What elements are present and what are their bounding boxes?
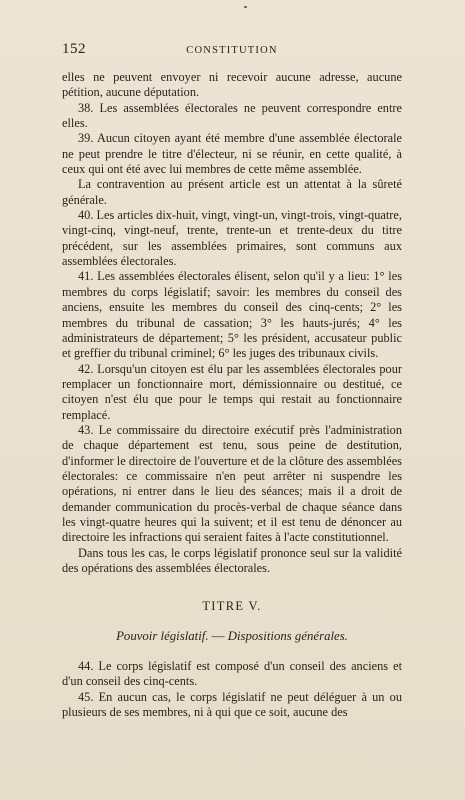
page-number: 152	[62, 41, 86, 57]
article-40: 40. Les articles dix-huit, vingt, vingt-un, vingt-trois, vingt-quatre, vingt-cinq, vingt-neuf, trente, trente-un et trente-deux du titre précédent, sur les assemblées primaires, sont communs aux assemblées électorales.	[62, 208, 402, 269]
article-38: 38. Les assemblées électorales ne peuvent correspondre entre elles.	[62, 100, 402, 131]
subtitle-dash: —	[208, 628, 228, 643]
article-43: 43. Le commissaire du directoire exécutif près l'administration de chaque département est tenu, sous peine de destitution, d'informer le directoire de l'ouverture et de la clôture des assemblées électorales: ce commissaire n'en peut arrêter ni suspendre les opérations, ni entrer dans le lieu des séances; mais il a droit de demander communication du procès-verbal de chaque séance dans les vingt-quatre heures qui la suivent; et il est tenu de dénoncer au directoire les infractions qui seraient faites à l'acte constitutionnel.	[62, 422, 402, 545]
running-head: CONSTITUTION	[186, 45, 278, 56]
page-speck	[244, 6, 247, 8]
section-title: TITRE V.	[202, 599, 262, 614]
subtitle-part-2: Dispositions générales.	[227, 628, 348, 643]
page-header	[62, 41, 402, 61]
article-42: 42. Lorsqu'un citoyen est élu par les assemblées électorales pour remplacer un fonctionnaire mort, démissionnaire ou destitué, ce citoyen n'est élu que pour le temps qui restait au fonctionnaire remplacé.	[62, 361, 402, 422]
article-39-contravention: La contravention au présent article est un attentat à la sûreté générale.	[62, 177, 402, 207]
subtitle-part-1: Pouvoir législatif.	[116, 628, 209, 643]
paragraph-continued: elles ne peuvent envoyer ni recevoir aucune adresse, aucune pétition, aucune députation.	[62, 70, 402, 100]
article-39: 39. Aucun citoyen ayant été membre d'une assemblée électorale ne peut prendre le titre d'électeur, ni se réunir, en cette qualité, à ceux qui ont été avec lui membres de cette même assemblée.	[62, 131, 402, 177]
article-44: 44. Le corps législatif est composé d'un conseil des anciens et d'un conseil des cinq-cents.	[62, 659, 402, 689]
section-subtitle	[62, 629, 402, 644]
article-45: 45. En aucun cas, le corps législatif ne peut déléguer à un ou plusieurs de ses membres, ni à qui que ce soit, aucune des	[62, 689, 402, 720]
article-43-validity: Dans tous les cas, le corps législatif prononce seul sur la validité des opérations des assemblées électorales.	[62, 545, 402, 575]
article-41: 41. Les assemblées électorales élisent, selon qu'il y a lieu: 1° les membres du corps législatif; savoir: les membres du conseil des anciens, ensuite les membres du conseil des cinq-cents; 2° les membres du tribunal de cassation; 3° les hauts-jurés; 4° les administrateurs de département; 5° les président, accusateur public et greffier du tribunal criminel; 6° les juges des tribunaux civils.	[62, 269, 402, 361]
body-text	[62, 70, 402, 720]
